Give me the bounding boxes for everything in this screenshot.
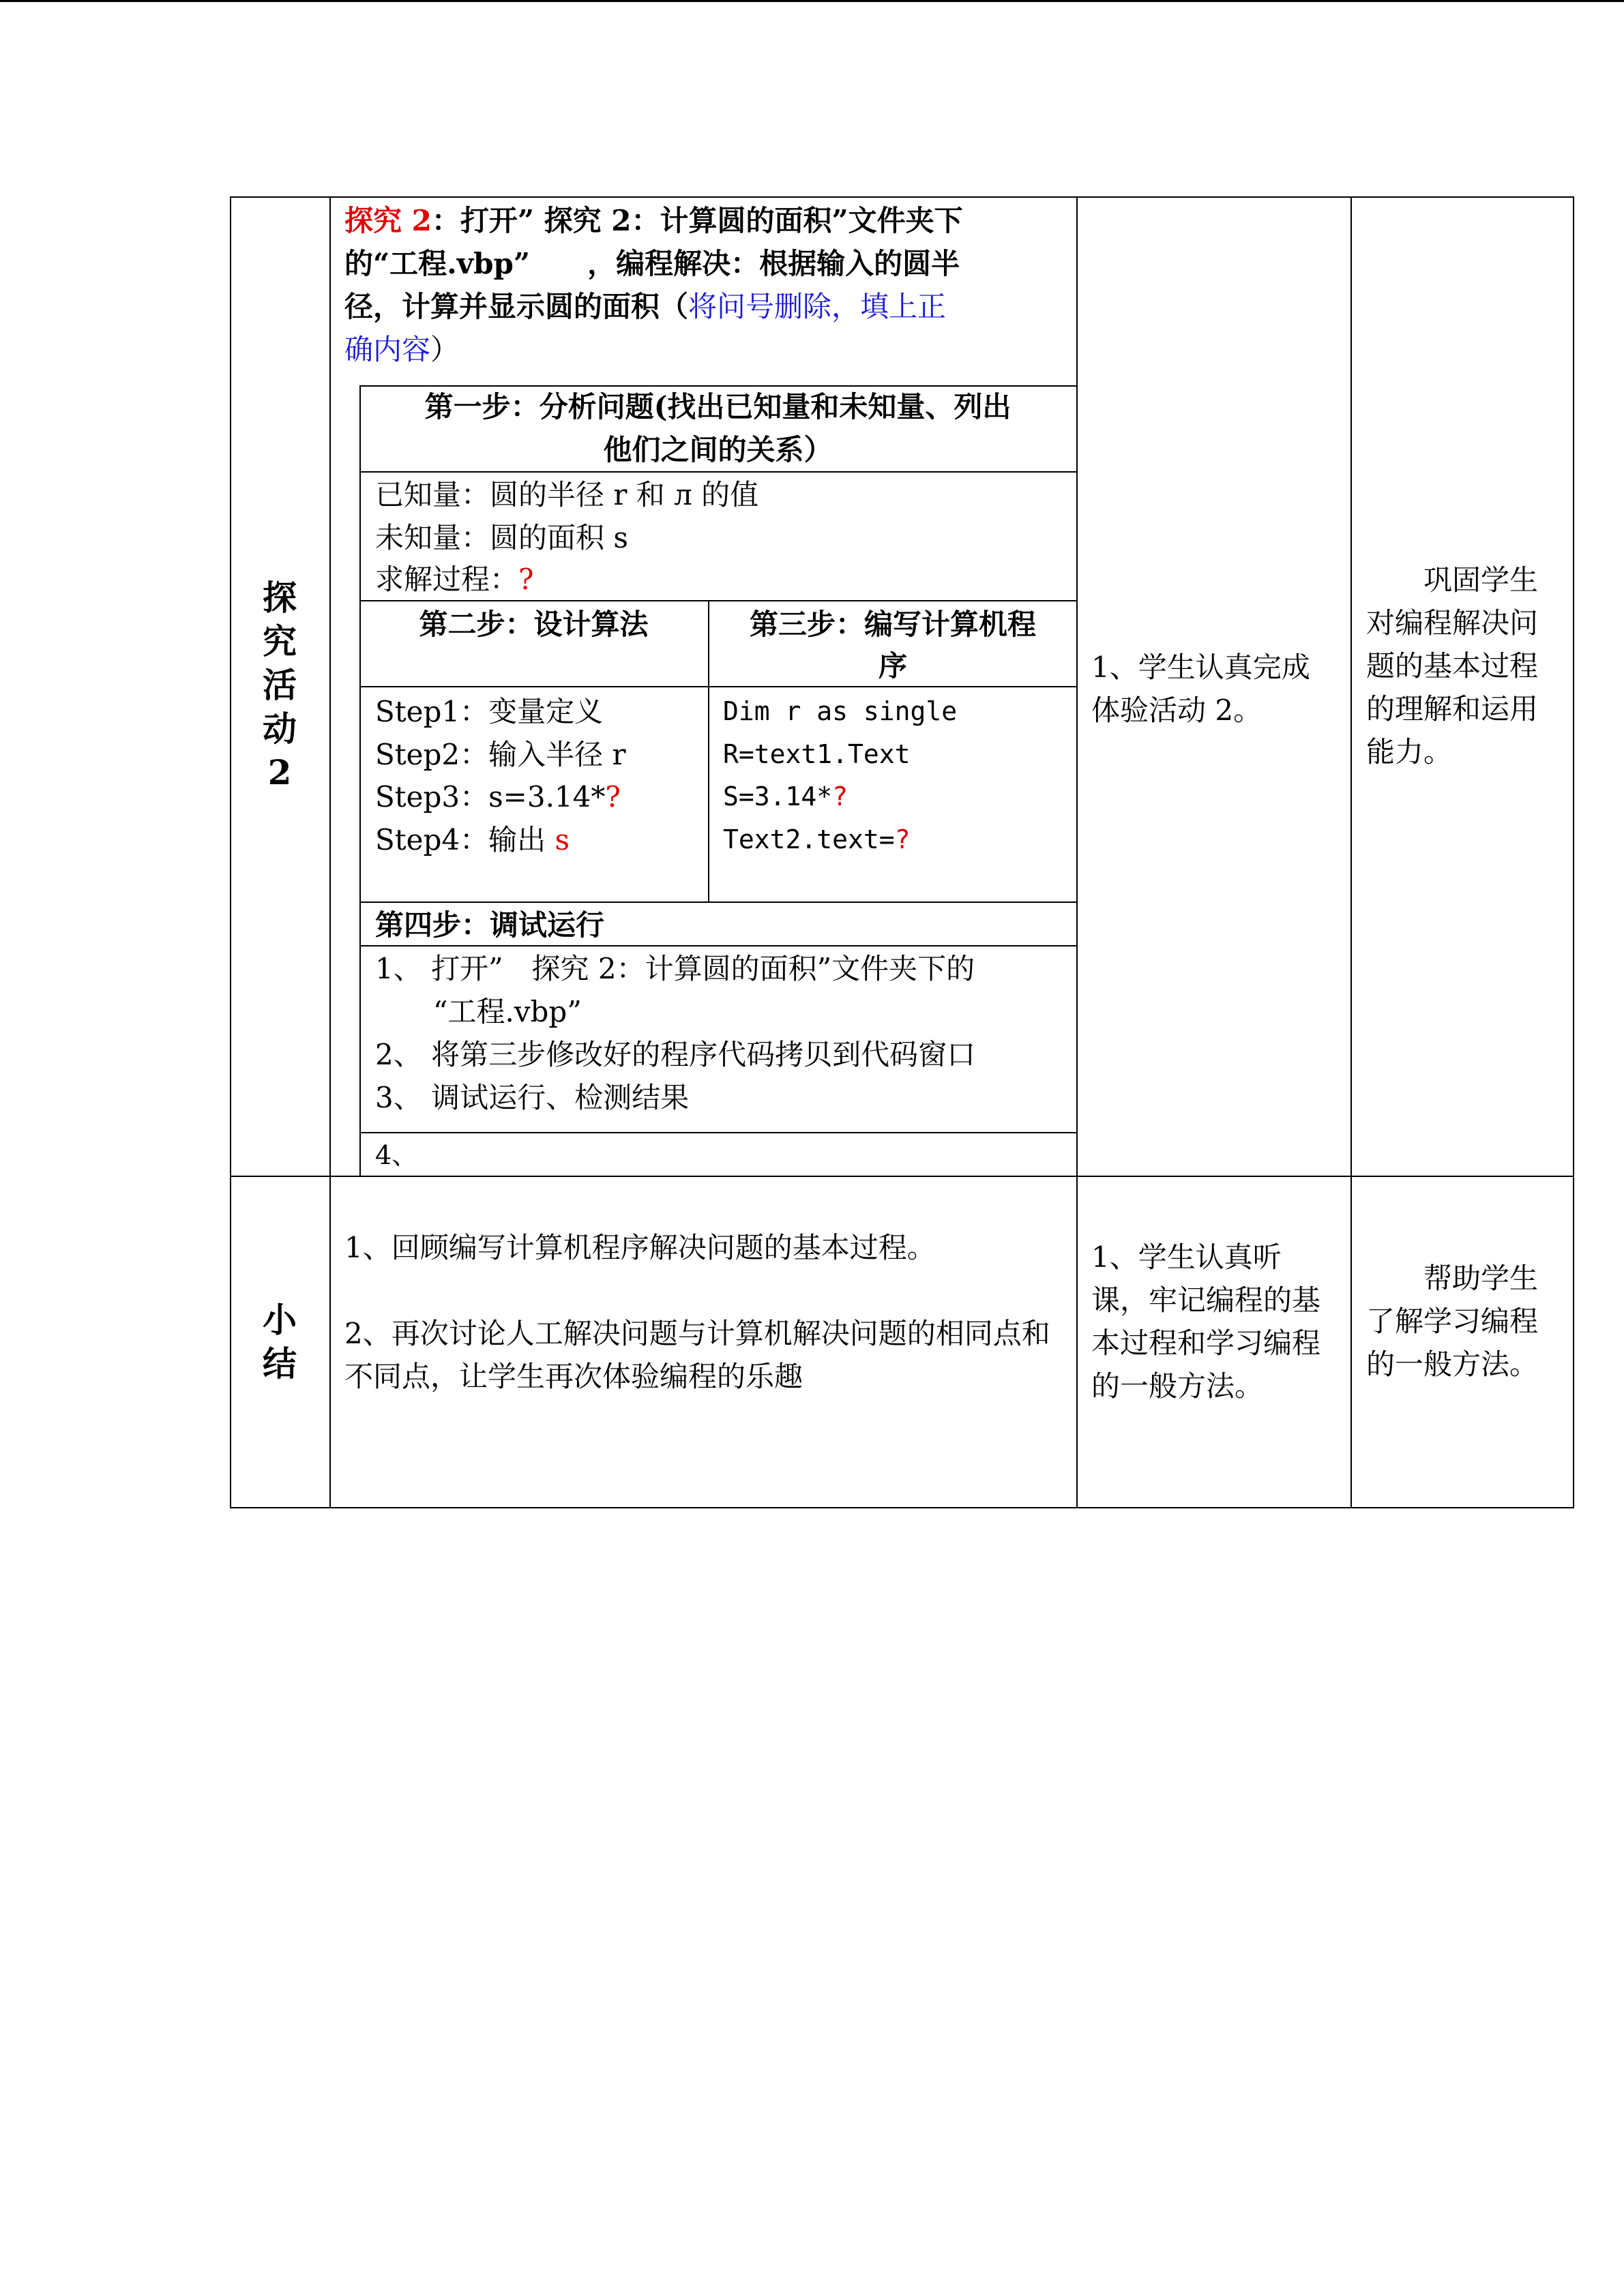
row2-purpose: 帮助学生了解学习编程的一般方法。 [1366,1262,1539,1381]
row1-purpose: 巩固学生对编程解决问题的基本过程的理解和运用能力。 [1366,563,1539,769]
debug-item-1-line1: 1、 打开” 探究 2：计算圆的面积”文件夹下的 [375,952,975,985]
code-line-2: R=text1.Text [723,739,911,769]
algo-step3-value: ? [605,780,621,814]
task-line-4 [344,328,459,371]
algo-step4-label: Step4：输出 [375,823,555,856]
step1-header-l2: 他们之间的关系） [603,433,833,466]
debug-item-1-line2: “工程.vbp” [433,995,582,1028]
step2-header: 第二步：设计算法 [419,608,649,641]
algo-step3-label: Step3：s=3.14* [375,780,606,814]
task-line1-rest: ：打开” 探究 2：计算圆的面积”文件夹下 [431,204,963,237]
algo-step1: Step1：变量定义 [375,695,604,728]
debug-item-4: 4、 [375,1140,418,1170]
known-quantities: 已知量：圆的半径 r 和 л 的值 [375,478,759,511]
code-line-1: Dim r as single [723,696,958,726]
task-line-1 [344,199,963,242]
task-line4-end: ） [430,333,460,366]
solve-process [375,558,534,601]
row1-student-activity: 1、学生认真完成体验活动 2。 [1091,651,1310,727]
solve-process-value: ? [518,563,534,596]
step4-header: 第四步：调试运行 [375,908,605,942]
task-line-2: 的“工程.vbp” ，编程解决：根据输入的圆半 [344,247,960,280]
step3-header-l2: 序 [878,649,907,683]
step4-header-top [359,901,1076,903]
task-line4-blue: 确内容 [344,333,431,366]
step3-header-l1: 第三步：编写计算机程 [749,608,1036,641]
col-divider-label [329,196,331,1507]
algo-step3 [375,775,621,818]
unknown-quantities: 未知量：圆的面积 s [375,521,628,554]
row2-label: 小结 [263,1300,297,1384]
code-line-3 [723,775,848,818]
task-line3-black: 径，计算并显示圆的面积（ [344,290,689,323]
task-line-3 [344,285,946,328]
step1-header-l1: 第一步：分析问题(找出已知量和未知量、列出 [424,390,1012,423]
solve-process-label: 求解过程： [375,563,519,596]
step1-header-line [359,471,1076,473]
debug-item-2: 2、 将第三步修改好的程序代码拷贝到代码窗口 [375,1038,976,1071]
algo-step4 [375,818,570,861]
summary-item-2: 2、再次讨论人工解决问题与计算机解决问题的相同点和不同点，让学生再次体验编程的乐趣 [344,1317,1050,1393]
code-line-4 [723,818,911,861]
step4-item4-line [359,1132,1076,1133]
summary-item-1: 1、回顾编写计算机程序解决问题的基本过程。 [344,1231,936,1264]
code-line4-label: Text2.text= [723,824,895,854]
task-line3-blue: 将问号删除，填上正 [688,290,947,323]
task-prefix: 探究 2 [344,204,432,237]
code-line3-label: S=3.14* [723,781,833,811]
row1-label: 探究活动2 [263,578,297,792]
row2-student-activity: 1、学生认真听课，牢记编程的基本过程和学习编程的一般方法。 [1091,1240,1321,1403]
col-divider-student [1350,196,1352,1507]
algo-step2: Step2：输入半径 r [375,738,626,771]
algo-step4-value: s [555,823,570,856]
debug-item-3: 3、 调试运行、检测结果 [375,1081,690,1114]
code-line3-value: ? [832,781,848,811]
code-line4-value: ? [894,824,911,854]
page-top-border [0,0,1624,2]
